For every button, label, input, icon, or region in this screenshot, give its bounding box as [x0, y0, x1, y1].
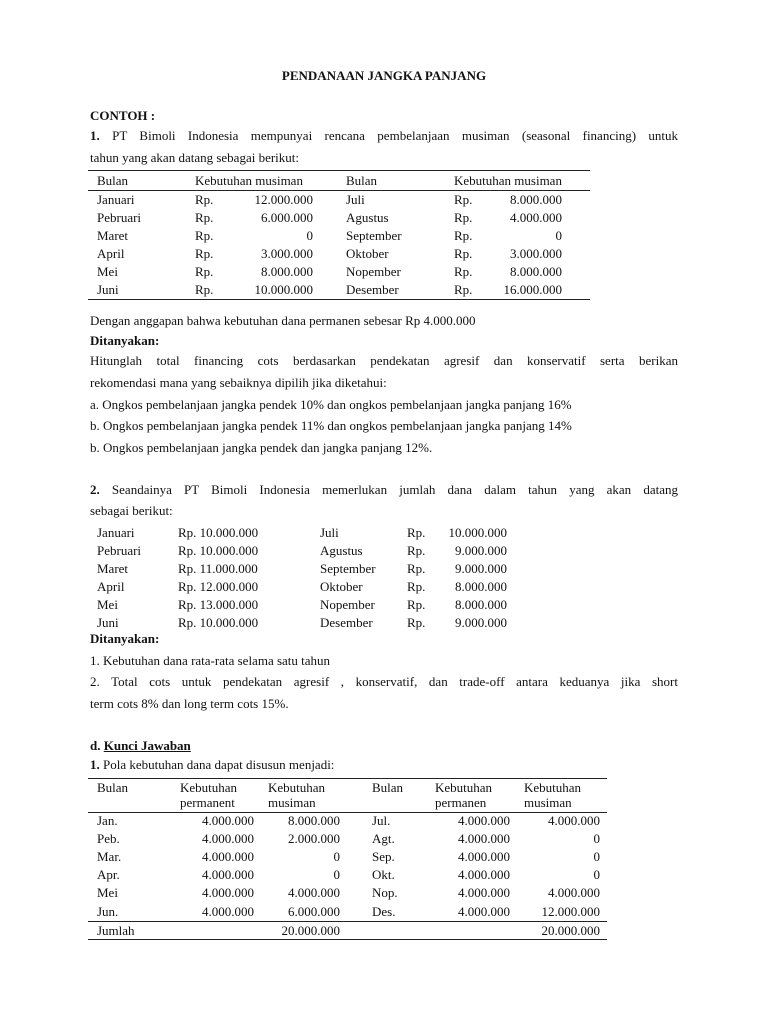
q2-item2-line1: 2. Total cots untuk pendekatan agresif , konservatif, dan trade-off antara keduanya jika short	[90, 674, 678, 689]
table1-top-rule	[88, 170, 590, 171]
q1-assumption: Dengan anggapan bahwa kebutuhan dana permanen sebesar Rp 4.000.000	[90, 313, 476, 328]
q2-item2-line2: term cots 8% dan long term cots 15%.	[90, 696, 289, 711]
table1-bottom-rule	[88, 299, 590, 300]
table1-header-kebutuhan-1: Kebutuhan musiman	[195, 173, 303, 188]
q1-intro-line1: 1. PT Bimoli Indonesia mempunyai rencana pembelanjaan musiman (seasonal financing) untuk	[90, 128, 679, 143]
q2-item1: 1. Kebutuhan dana rata-rata selama satu tahun	[90, 653, 331, 668]
q1-number: 1.	[90, 128, 100, 143]
q1-intro-line2: tahun yang akan datang sebagai berikut:	[90, 150, 300, 165]
q2-intro-line2: sebagai berikut:	[90, 503, 173, 518]
table1-header-bulan-1: Bulan	[97, 173, 129, 188]
table2-total-rule	[88, 921, 607, 922]
q2-number: 2.	[90, 482, 100, 497]
q1-option-b: b. Ongkos pembelanjaan jangka pendek 11% dan ongkos pembelanjaan jangka panjang 14%	[90, 418, 572, 433]
q1-question-line2: rekomendasi mana yang sebaiknya dipilih jika diketahui:	[90, 375, 387, 390]
q2-intro-line1: 2. Seandainya PT Bimoli Indonesia memerlukan jumlah dana dalam tahun yang akan datang	[90, 482, 678, 497]
q1-ditanyakan: Ditanyakan:	[90, 333, 160, 348]
table2-bottom-rule	[88, 939, 607, 940]
table1-header-rule	[88, 190, 590, 191]
q2-ditanyakan: Ditanyakan:	[90, 631, 160, 646]
q1-option-c: b. Ongkos pembelanjaan jangka pendek dan jangka panjang 12%.	[90, 440, 433, 455]
table1-header-kebutuhan-2: Kebutuhan musiman	[454, 173, 562, 188]
table2-top-rule	[88, 778, 607, 779]
document-page: PENDANAAN JANGKA PANJANG CONTOH : 1. PT Bimoli Indonesia mempunyai rencana pembelanjaan musiman (seasonal financing) untuk tahun yang akan datang sebagai berikut: Bulan Kebutuhan musiman Bulan Kebutuhan musiman Januari Rp. 12.000.000 Juli Rp. 8.000.000 Pebruari Rp. 6.000.000 Agustus Rp. 4.000.000 Maret Rp. 0 September Rp. 0 April Rp. 3.000.000 Oktober Rp. 3.000.000 Mei Rp. 8.000.000 Nopember Rp. 8.000.000 Juni Rp. 10.000.000 Desember Rp. 16.000.000 Dengan anggapan bahwa kebutuhan dana permanen sebesar Rp 4.000.000 Ditanyakan: Hitunglah total financing cots berdasarkan pendekatan agresif dan konservatif serta berikan rekomendasi mana yang sebaiknya dipilih jika diketahui: a. Ongkos pembelanjaan jangka pendek 10% dan ongkos pembelanjaan jangka panjang 16% b. Ongkos pembelanjaan jangka pendek 11% dan ongkos pembelanjaan jangka panjang 14% b. Ongkos pembelanjaan jangka pendek dan jangka panjang 12%. 2. Seandainya PT Bimoli Indonesia memerlukan jumlah dana dalam tahun yang akan datang sebagai berikut: Januari Rp. 10.000.000 Juli Rp. 10.000.000 Pebruari Rp. 10.000.000 Agustus Rp. 9.000.000 Maret Rp. 11.000.000 September Rp. 9.000.000 April Rp. 12.000.000 Oktober Rp. 8.000.000 Mei Rp. 13.000.000 Nopember Rp. 8.000.000 Juni Rp. 10.000.000 Desember Rp. 9.000.000 Ditanyakan: 1. Kebutuhan dana rata-rata selama satu tahun 2. Total cots untuk pendekatan agresif , konservatif, dan trade-off antara keduanya jika short term cots 8% dan long term cots 15%. d. Kunci Jawaban 1. Pola kebutuhan dana dapat disusun menjadi: Bulan Kebutuhan permanent Kebutuhan musiman Bulan Kebutuhan permanen Kebutuhan musiman Jan. 4.000.000 8.000.000 Jul. 4.000.000 4.000.000 Peb. 4.000.000 2.000.000 Agt. 4.000.000 0 Mar. 4.000.000 0 Sep. 4.000.000 0 Apr. 4.000.000 0 Okt. 4.000.000 0 Mei 4.000.000 4.000.000 Nop. 4.000.000 4.000.000 Jun. 4.000.000 6.000.000 Des. 4.000.000 12.000.000 Jumlah 20.000.000 20.000.000	[0, 0, 768, 1024]
answer-1-intro: 1. Pola kebutuhan dana dapat disusun menjadi:	[90, 757, 335, 772]
answer-heading: d. Kunci Jawaban	[90, 738, 191, 753]
q1-question-line1: Hitunglah total financing cots berdasarkan pendekatan agresif dan konservatif serta berikan	[90, 353, 678, 368]
q1-option-a: a. Ongkos pembelanjaan jangka pendek 10% dan ongkos pembelanjaan jangka panjang 16%	[90, 397, 572, 412]
contoh-label: CONTOH :	[90, 108, 156, 123]
page-title: PENDANAAN JANGKA PANJANG	[281, 68, 487, 83]
table1-header-bulan-2: Bulan	[346, 173, 378, 188]
